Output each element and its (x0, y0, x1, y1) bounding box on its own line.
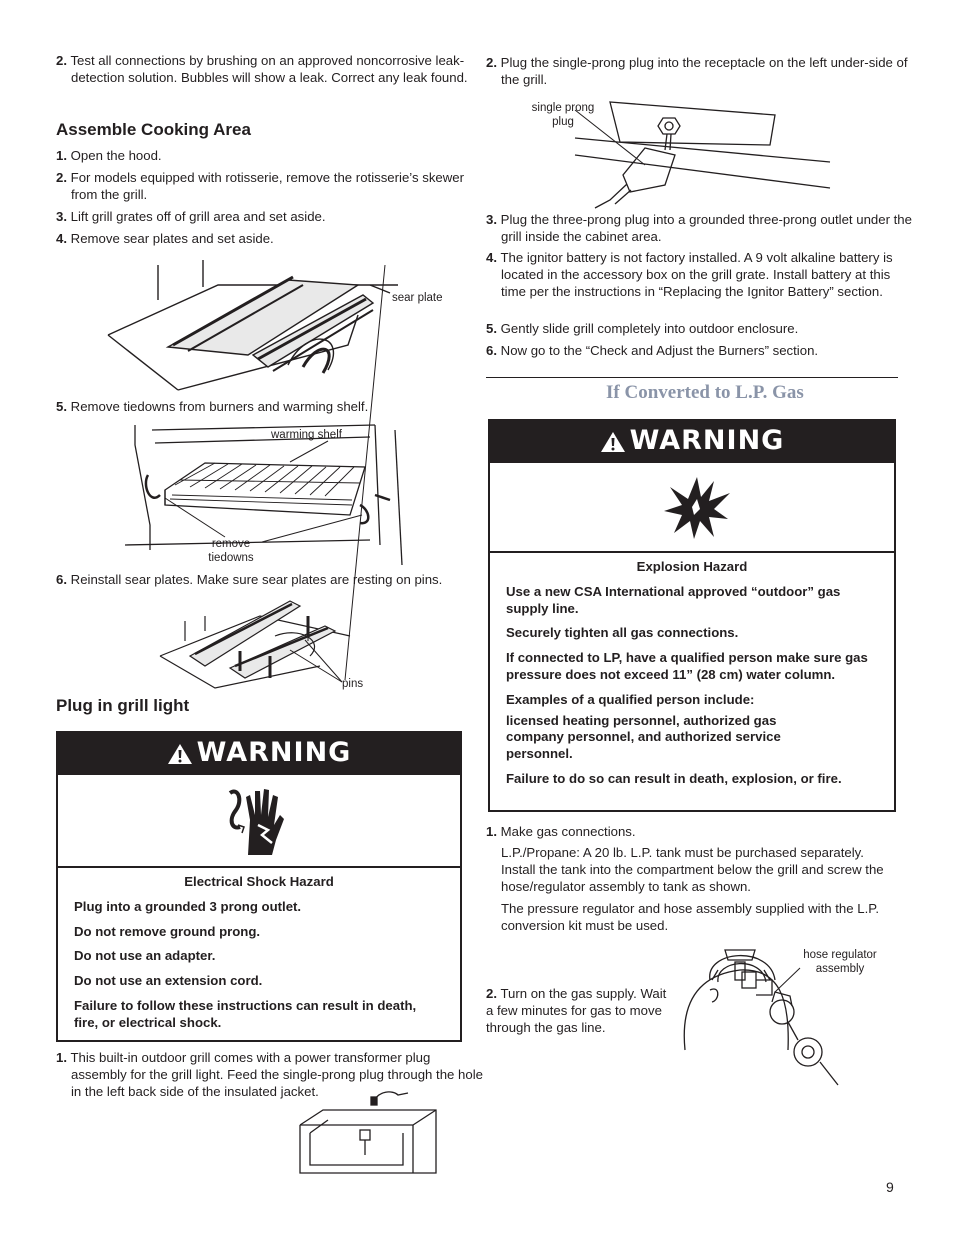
leak-test-step: 2. Test all connections by brushing on an approved noncorrosive leak-detection solution. Bubbles will show a leak. Correct any leak found. (56, 53, 468, 85)
hazard-title: Explosion Hazard (636, 559, 748, 574)
remove-tiedowns-label: remove tiedowns (208, 538, 254, 564)
sear-plate-label: sear plate (392, 292, 443, 304)
warning-banner: WARNING (58, 733, 460, 773)
warning-banner: WARNING (490, 421, 894, 461)
assemble-step-5: 5. Remove tiedowns from burners and warming shelf. (56, 399, 369, 414)
plug-step-1: 1. This built-in outdoor grill comes with a power transformer plug assembly for the grill light. Feed the single-prong plug through the hole in the left back side of the insulated jacket. (56, 1050, 483, 1099)
gas-step-1: 1. Make gas connections. (486, 824, 636, 839)
assemble-step-2: 2. For models equipped with rotisserie, remove the rotisserie’s skewer from the grill. (56, 170, 465, 202)
assemble-step-3: 3. Lift grill grates off of grill area and set aside. (56, 209, 326, 224)
electrical-shock-warning (56, 731, 462, 1042)
hazard-title: Electrical Shock Hazard (184, 874, 334, 889)
pins-label: pins (342, 678, 364, 690)
lp-propane-paragraph: L.P./Propane: A 20 lb. L.P. tank must be purchased separately. Install the tank into the compartment below the grill and screw the hose/regulator assembly to tank as shown. (501, 845, 884, 894)
page-number: 9 (886, 1179, 894, 1195)
warning-line: If connected to LP, have a qualified person make sure gas pressure does not exceed 11” (28 cm) water column. (506, 650, 868, 682)
warning-line: Failure to do so can result in death, explosion, or fire. (506, 770, 842, 786)
warning-line: Do not use an adapter. (74, 948, 216, 964)
warning-triangle-icon (167, 742, 193, 766)
warning-icon-area (58, 773, 460, 868)
section-divider (486, 377, 898, 378)
assemble-cooking-area-heading: Assemble Cooking Area (56, 120, 251, 139)
warning-line: Examples of a qualified person include: (506, 691, 755, 707)
plug-in-grill-light-heading: Plug in grill light (56, 696, 190, 715)
explosion-icon (662, 475, 732, 541)
single-prong-plug-label: single prong plug (531, 102, 595, 128)
warning-line: licensed heating personnel, authorized gas company personnel, and authorized service personnel. (506, 712, 781, 762)
burners-step-6: 6. Now go to the “Check and Adjust the Burners” section. (486, 343, 819, 358)
lp-tank-illustration (680, 940, 840, 1090)
assemble-step-4: 4. Remove sear plates and set aside. (56, 231, 274, 246)
hose-regulator-label: hose regulator assembly (803, 949, 877, 975)
assemble-step-1: 1. Open the hood. (56, 148, 162, 163)
warning-icon-area (490, 461, 894, 553)
warning-line: Securely tighten all gas connections. (506, 625, 739, 641)
electric-shock-hand-icon (228, 785, 288, 857)
assemble-step-6: 6. Reinstall sear plates. Make sure sear plates are resting on pins. (56, 572, 443, 587)
enclosure-step-5: 5. Gently slide grill completely into outdoor enclosure. (486, 321, 799, 336)
pressure-regulator-paragraph: The pressure regulator and hose assembly supplied with the L.P. conversion kit must be used. (501, 901, 880, 933)
warning-line: Do not remove ground prong. (74, 923, 261, 939)
warning-triangle-icon (600, 430, 626, 454)
insulated-jacket-illustration (298, 1085, 443, 1180)
plug-step-3: 3. Plug the three-prong plug into a grounded three-prong outlet under the grill inside the cabinet area. (486, 212, 912, 244)
ignitor-step-4: 4. The ignitor battery is not factory installed. A 9 volt alkaline battery is located in the accessory box on the grill grate. Install battery at this time per the instructions in “Replacing the Ignitor Battery” section. (486, 250, 893, 299)
warning-line: Plug into a grounded 3 prong outlet. (74, 898, 302, 914)
lp-gas-heading: If Converted to L.P. Gas (606, 382, 804, 403)
warning-line: Failure to follow these instructions can result in death, fire, or electrical shock. (74, 997, 417, 1030)
warning-line: Do not use an extension cord. (74, 973, 263, 989)
single-prong-plug-illustration (575, 100, 835, 210)
warming-shelf-label: warming shelf (271, 429, 342, 441)
gas-step-2: 2. Turn on the gas supply. Wait a few minutes for gas to move through the gas line. (486, 986, 667, 1035)
plug-step-2: 2. Plug the single-prong plug into the receptacle on the left under-side of the grill. (486, 55, 908, 87)
warning-line: Use a new CSA International approved “outdoor” gas supply line. (506, 583, 841, 616)
explosion-hazard-warning (488, 419, 896, 812)
